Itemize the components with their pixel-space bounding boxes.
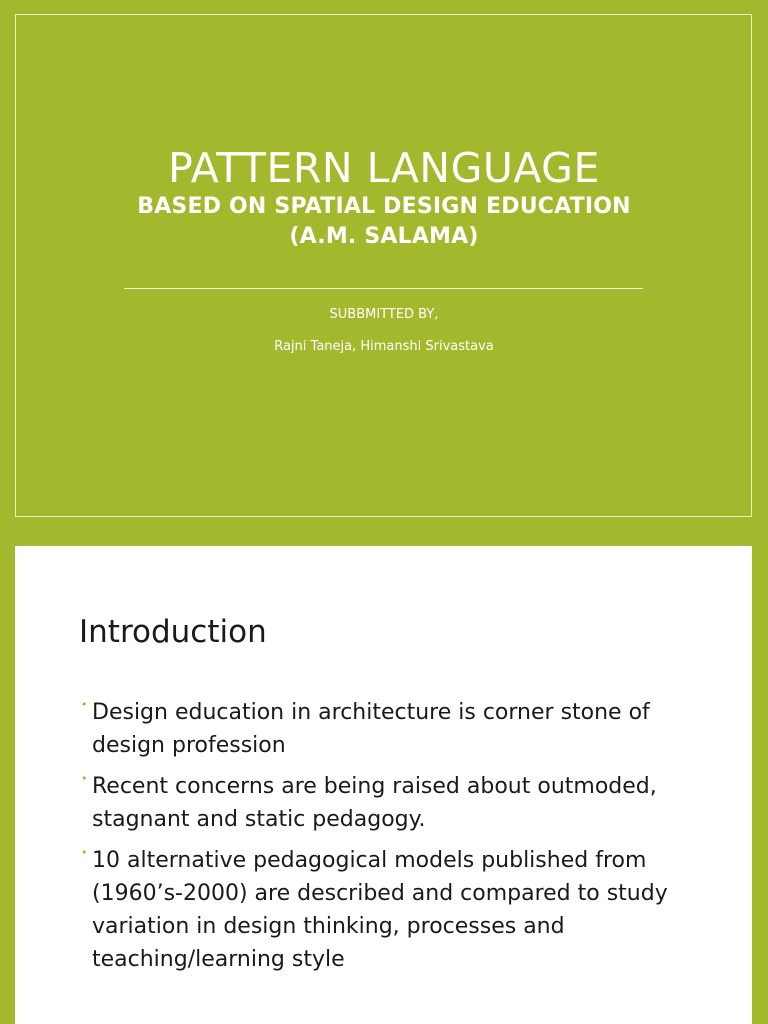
title-divider	[124, 288, 643, 289]
bullet-list	[79, 696, 719, 984]
slide-subtitle	[0, 192, 768, 252]
introduction-slide	[15, 546, 752, 1024]
slide-title: PATTERN LANGUAGE	[168, 144, 600, 192]
bullet-icon: •	[81, 772, 88, 785]
introduction-heading: Introduction	[79, 614, 267, 650]
bullet-item	[79, 696, 719, 762]
bullet-text: Recent concerns are being raised about outmoded, stagnant and static pedagogy.	[92, 774, 657, 832]
bullet-text: Design education in architecture is corner stone of design profession	[92, 700, 650, 758]
authors-text: Rajni Taneja, Himanshi Srivastava	[274, 339, 494, 354]
bullet-item	[79, 844, 719, 976]
bullet-icon: •	[81, 698, 88, 711]
bullet-icon: •	[81, 846, 88, 859]
bullet-item	[79, 770, 719, 836]
title-slide-frame	[15, 14, 752, 517]
bullet-text: 10 alternative pedagogical models published from (1960’s-2000) are described and compared to study variation in design thinking, processes and teaching/learning style	[92, 848, 668, 972]
subtitle-line-2: (A.M. SALAMA)	[289, 224, 479, 249]
subtitle-line-1: BASED ON SPATIAL DESIGN EDUCATION	[137, 194, 631, 219]
submitted-by-label: SUBBMITTED BY,	[329, 307, 439, 322]
